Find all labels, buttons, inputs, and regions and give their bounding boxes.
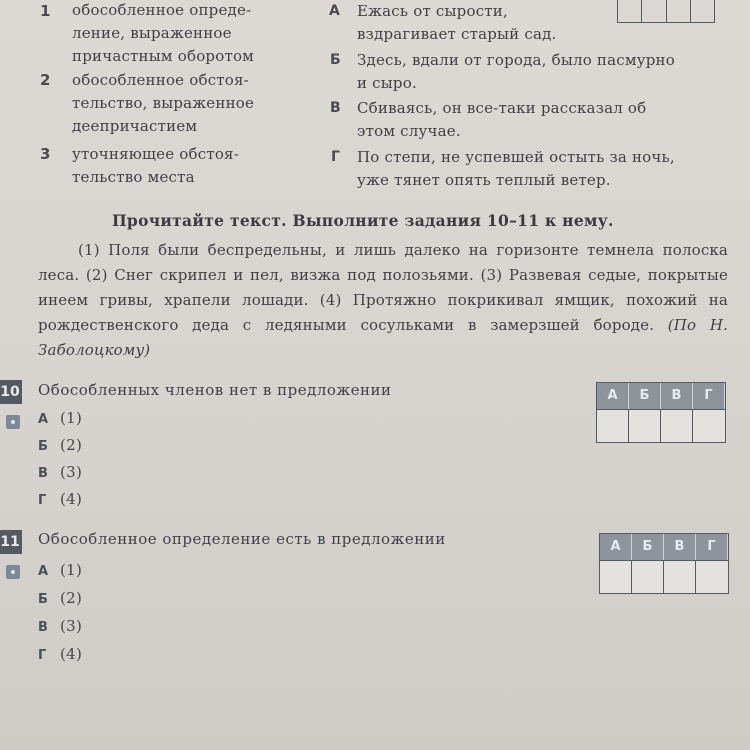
option-letter: Г (38, 648, 47, 663)
task-question: Обособленное определение есть в предложении (38, 530, 446, 548)
text-line: обособленное опреде- (72, 1, 252, 19)
answer-grid (596, 382, 726, 443)
option-letter: В (38, 620, 49, 635)
option-value: (1) (60, 409, 83, 427)
grid-header: Г (696, 534, 728, 560)
grid-header: Г (693, 383, 725, 409)
answer-cell[interactable] (664, 560, 696, 593)
text-line: вздрагивает старый сад. (357, 25, 557, 43)
answer-option[interactable] (38, 561, 82, 579)
answer-option[interactable] (38, 409, 82, 427)
option-letter: А (38, 412, 49, 427)
text-line: Сбиваясь, он все-таки рассказал об (357, 99, 647, 117)
option-letter: Б (38, 439, 49, 454)
answer-option[interactable] (38, 645, 82, 663)
difficulty-marker-icon (6, 565, 20, 579)
option-letter: В (330, 100, 341, 116)
sentence-a (357, 0, 557, 46)
grid-header: В (661, 383, 693, 409)
option-letter: А (38, 564, 49, 579)
text-line: уточняющее обстоя- (72, 145, 239, 163)
option-letter: В (38, 466, 49, 481)
option-value: (4) (60, 490, 83, 508)
difficulty-marker-icon (6, 415, 20, 429)
option-letter: Г (38, 493, 47, 508)
answer-cell[interactable] (632, 560, 664, 593)
matching-item-1 (72, 0, 254, 68)
answer-cell[interactable] (629, 409, 661, 442)
option-value: (2) (60, 589, 83, 607)
option-value: (4) (60, 645, 83, 663)
option-letter: Б (330, 52, 341, 68)
reading-heading: Прочитайте текст. Выполните задания 10–11 к нему. (112, 211, 614, 230)
grid-header: Б (632, 534, 664, 560)
text-line: и сыро. (357, 74, 417, 92)
reading-passage (38, 238, 728, 363)
option-value: (3) (60, 463, 83, 481)
answer-option[interactable] (38, 617, 82, 635)
sentence-v (357, 97, 646, 143)
passage-text: (1) Поля были беспредельны, и лишь далеко на горизонте темнела полоска леса. (2) Снег скрипел и пел, визжа под полозьями. (3) Развевая седые, покрытые инеем гривы, храпели лошади. (4) Протяжно покрикивал ямщик, похожий на рождественского деда с ледяными сосульками в замерзшей бороде. (38, 241, 728, 334)
option-letter: Б (38, 592, 49, 607)
text-line: Здесь, вдали от города, было пасмурно (357, 51, 675, 69)
answer-grid-task-9[interactable] (617, 0, 715, 23)
text-line: ление, выраженное (72, 24, 232, 42)
text-line: Ежась от сырости, (357, 2, 508, 20)
sentence-g (357, 146, 675, 192)
task-number-badge: 11 (0, 530, 22, 554)
text-line: этом случае. (357, 122, 461, 140)
answer-cell[interactable] (691, 0, 714, 22)
answer-cell[interactable] (693, 409, 725, 442)
text-line: тельство места (72, 168, 195, 186)
grid-header: А (600, 534, 632, 560)
answer-option[interactable] (38, 463, 82, 481)
grid-header: Б (629, 383, 661, 409)
answer-cell[interactable] (667, 0, 691, 22)
answer-cell[interactable] (642, 0, 666, 22)
text-line: деепричастием (72, 117, 198, 135)
option-letter: Г (331, 149, 340, 165)
option-value: (2) (60, 436, 83, 454)
answer-option[interactable] (38, 490, 82, 508)
sentence-b (357, 49, 675, 95)
matching-item-3 (72, 143, 239, 189)
answer-grid (599, 533, 729, 594)
answer-cell[interactable] (600, 560, 632, 593)
text-line: причастным оборотом (72, 47, 255, 65)
passage-source: (По Н. Заболоцкому) (38, 316, 728, 359)
text-line: уже тянет опять теплый ветер. (357, 171, 611, 189)
task-number-badge: 10 (0, 380, 22, 404)
answer-cell[interactable] (597, 409, 629, 442)
grid-header: В (664, 534, 696, 560)
answer-cell[interactable] (696, 560, 728, 593)
item-number: 2 (40, 71, 51, 89)
item-number: 1 (40, 2, 51, 20)
text-line: По степи, не успевшей остыть за ночь, (357, 148, 675, 166)
answer-cell[interactable] (661, 409, 693, 442)
option-value: (3) (60, 617, 83, 635)
option-value: (1) (60, 561, 83, 579)
answer-option[interactable] (38, 589, 82, 607)
item-number: 3 (40, 145, 51, 163)
task-question: Обособленных членов нет в предложении (38, 381, 392, 399)
answer-cell[interactable] (618, 0, 642, 22)
text-line: обособленное обстоя- (72, 71, 249, 89)
text-line: тельство, выраженное (72, 94, 255, 112)
answer-option[interactable] (38, 436, 82, 454)
matching-item-2 (72, 69, 254, 138)
option-letter: А (329, 3, 340, 19)
grid-header: А (597, 383, 629, 409)
